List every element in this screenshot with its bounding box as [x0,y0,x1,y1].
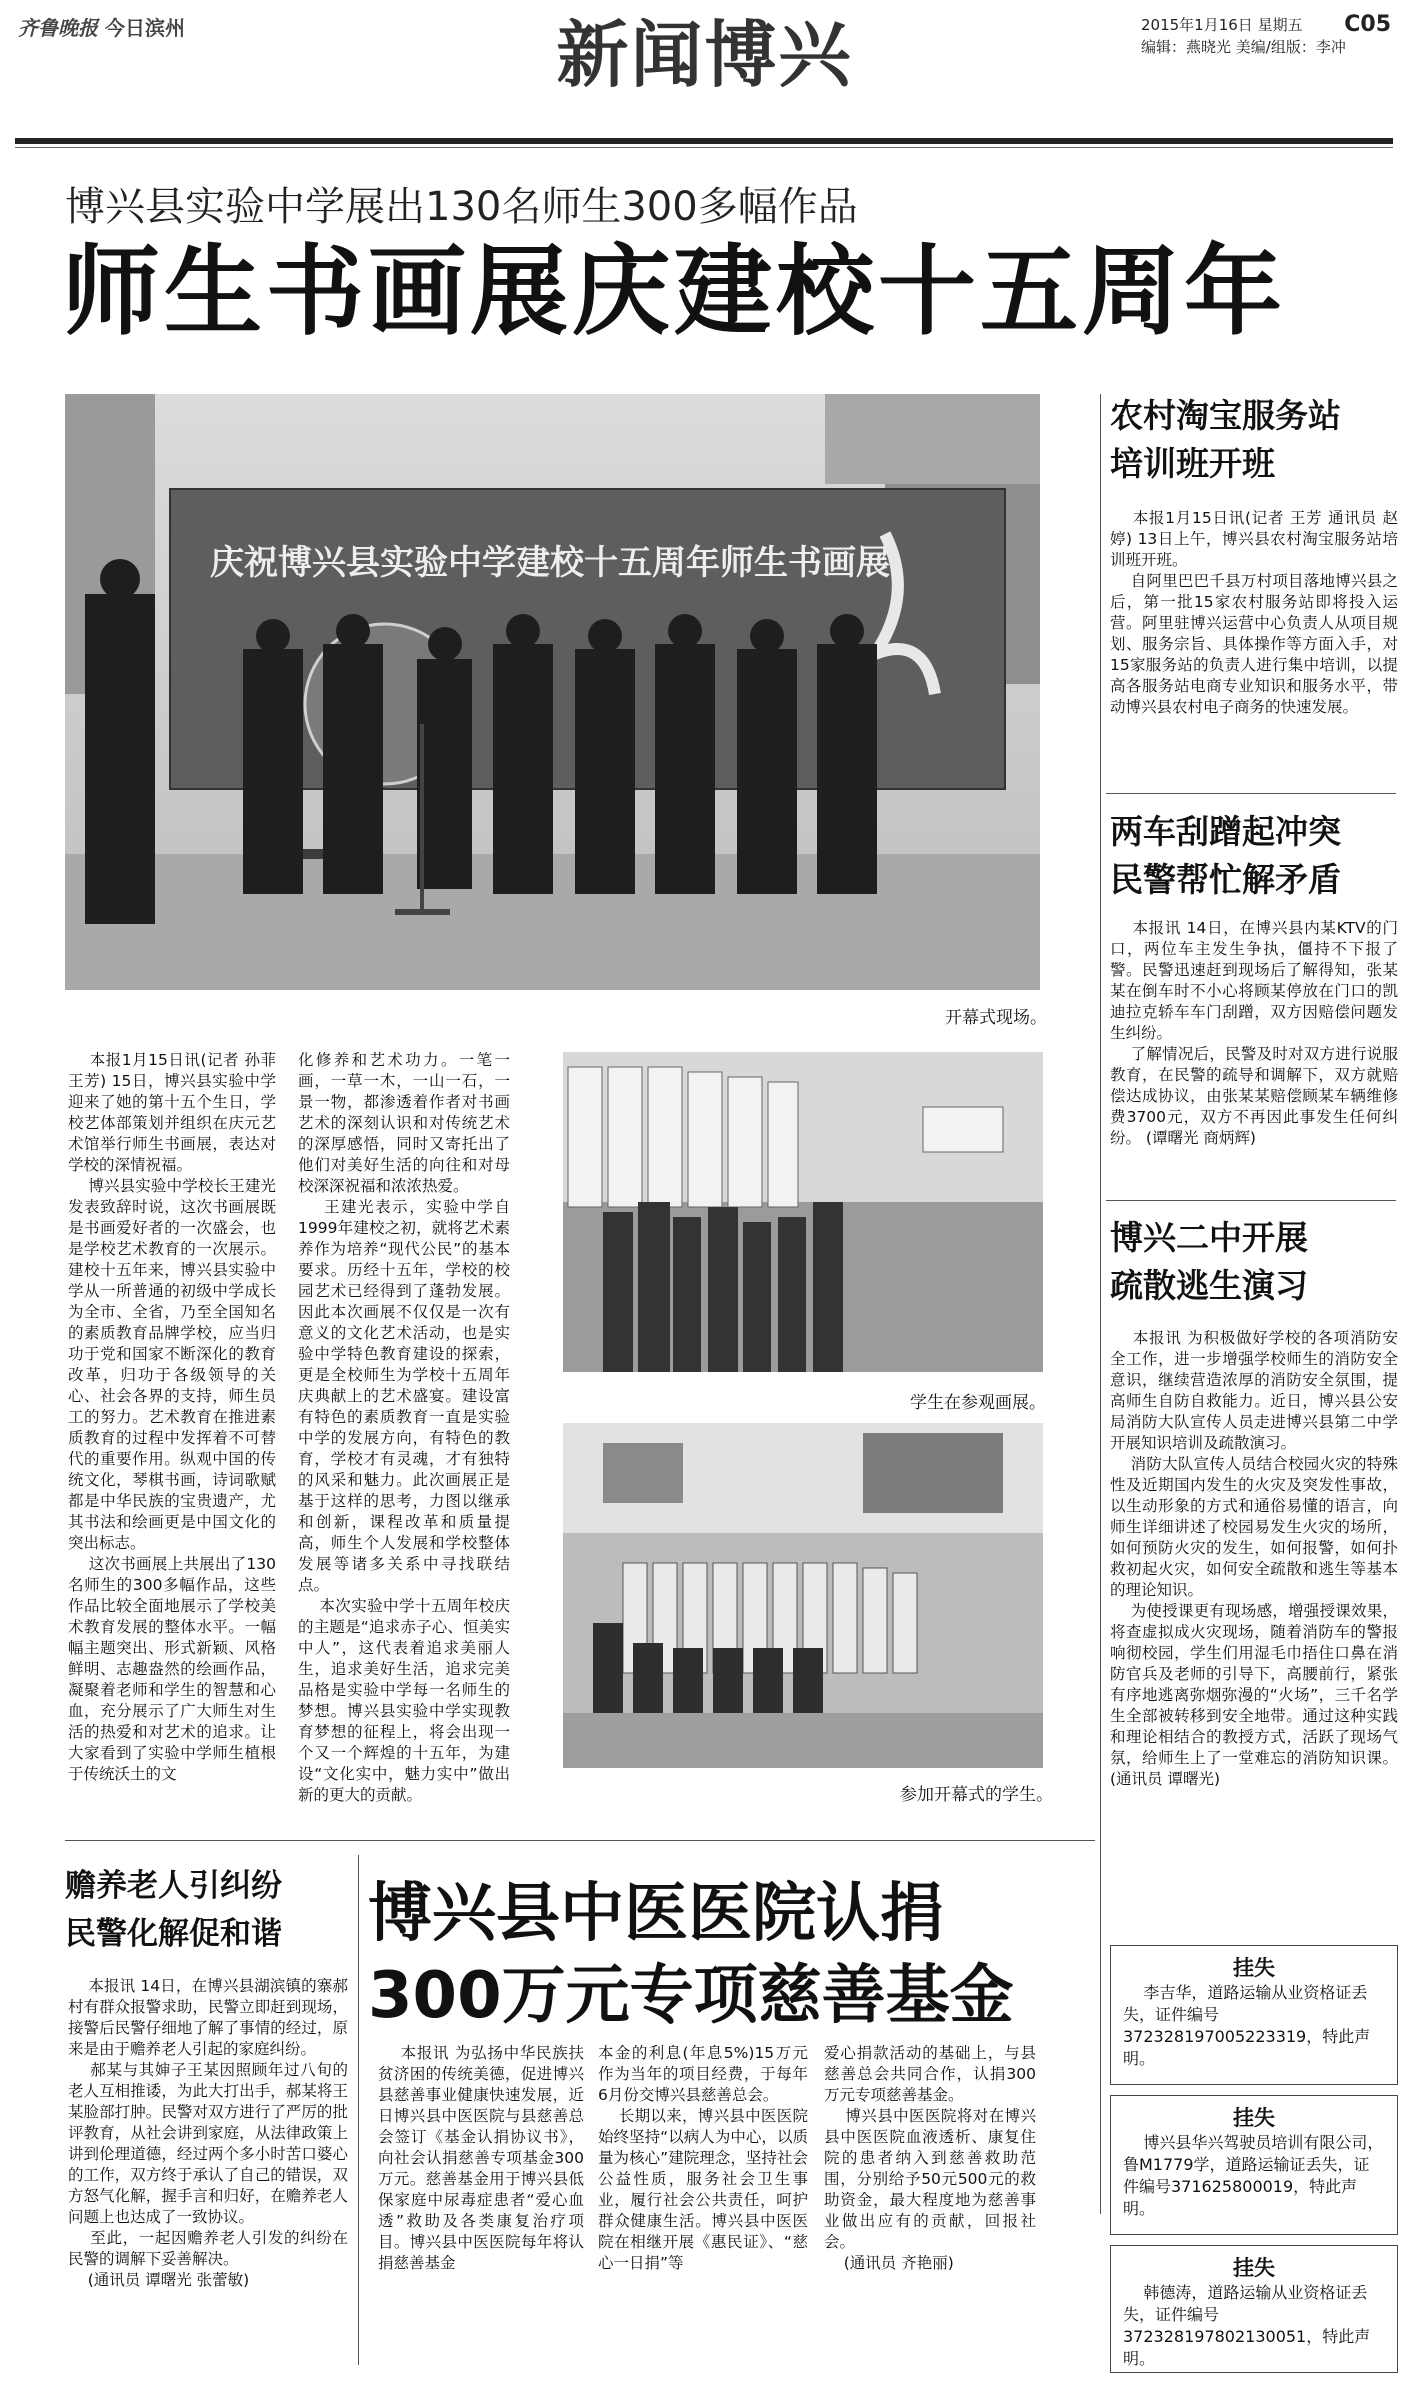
notice-box-3 [1110,2245,1398,2373]
sidebar-rule2 [1106,1200,1396,1201]
exhibition-visit-photo [563,1052,1043,1372]
students-ceremony-photo [563,1423,1043,1768]
bottom-main-col2: 本金的利息(年息5%)15万元作为当年的项目经费，于每年6月份交博兴县慈善总会。 长期以来，博兴县中医医院始终坚持“以病人为中心，以质量为核心”建院理念，坚持社会公益性质，服务社会卫生事业，履行社会公共责任，呵护群众健康生活。博兴县中医医院在相继开展《惠民证》、“慈心一日捐”等 [598,2044,808,2272]
sidebar-rule1 [1106,793,1396,794]
notice-body: 李吉华，道路运输从业资格证丢失，证件编号372328197005223319，特此声明。 [1123,1983,1371,2068]
photo3-caption: 参加开幕式的学生。 [900,1785,1053,1805]
bottom-left-title: 赡养老人引纠纷 民警化解促和谐 [65,1868,282,1952]
photo2-caption: 学生在参观画展。 [910,1393,1046,1413]
paper-edition: 今日滨州 [104,16,185,40]
lead-body-col2: 化修养和艺术功力。一笔一画，一草一木，一山一石，一景一物，都渗透着作者对书画艺术的深刻认识和对传统艺术的深厚感悟，同时又寄托出了他们对美好生活的向往和对母校深深祝福和浓浓热爱。 王建光表示，实验中学自1999年建校之初，就将艺术素养作为培养“现代公民”的基本要求。历经十五年，学校的校园艺术已经得到了蓬勃发展。因此本次画展不仅仅是一次有意义的文化艺术活动，也是实验中学特色教育建设的探索，更是全校师生为学校十五周年庆典献上的艺术盛宴。建设富有特色的素质教育一直是实验中学的发展方向，有特色的教育，学校才有灵魂，才有独特的风采和魅力。此次画展正是基于这样的思考，力图以继承和创新，课程改革和质量提高，师生个人发展和学校整体发展等诸多关系中寻找联结点。 本次实验中学十五周年校庆的主题是“追求赤子心、恒美实中人”，这代表着追求美丽人生，追求美好生活，追求完美品格是实验中学每一名师生的梦想。博兴县实验中学实现教育梦想的征程上，将会出现一个又一个辉煌的十五年，为建设“文化实中，魅力实中”做出新的更大的贡献。 [298,1051,510,1804]
page-number: C05 [1344,12,1391,37]
bottom-main-col3: 爱心捐款活动的基础上，与县慈善总会共同合作，认捐300万元专项慈善基金。 博兴县中医医院将对在博兴县中医医院血液透析、康复住院的患者纳入到慈善救助范围，分别给予50元500元的救助资金，最大程度地为慈善事业做出应有的贡献，回报社会。 (通讯员 齐艳丽) [824,2044,1036,2272]
ceremony-illustration [65,394,1040,990]
notice-box-2 [1110,2095,1398,2235]
notice-body: 博兴县华兴驾驶员培训有限公司，鲁M1779学，道路运输证丢失，证件编号371625800019，特此声明。 [1123,2133,1384,2218]
sidebar-story2-title: 两车刮蹭起冲突 民警帮忙解矛盾 [1110,812,1341,899]
notice-title: 挂失 [1233,1956,1275,1980]
issue-editors: 编辑：燕晓光 美编/组版：李冲 [1141,38,1346,56]
sidebar-divider [1100,394,1101,2214]
bottom-main-title: 博兴县中医医院认捐 300万元专项慈善基金 [368,1877,1014,2033]
lead-subhead: 博兴县实验中学展出130名师生300多幅作品 [65,184,858,230]
exhibition-illustration [563,1052,1043,1372]
bottom-left-body: 本报讯 14日，在博兴县湖滨镇的寨郝村有群众报警求助，民警立即赶到现场，接警后民警仔细地了解了事情的经过，原来是由于赡养老人引起的家庭纠纷。 郝某与其婶子王某因照顾年过八旬的老人互相推诿，为此大打出手，郝某将王某脸部打肿。民警对双方进行了严厉的批评教育，从社会讲到家庭，从法律政策上讲到伦理道德，经过两个多小时苦口婆心的工作，双方终于承认了自己的错误，双方怒气化解，握手言和归好，在赡养老人问题上也达成了一致协议。 至此，一起因赡养老人引发的纠纷在民警的调解下妥善解决。 (通讯员 谭曙光 张蕾敏) [68,1977,348,2289]
issue-date: 2015年1月16日 星期五 [1141,16,1303,34]
notice-title: 挂失 [1233,2106,1275,2130]
lead-body-col1: 本报1月15日讯(记者 孙菲 王芳) 15日，博兴县实验中学迎来了她的第十五个生日，学校艺体部策划并组织在庆元艺术馆举行师生书画展，表达对学校的深情祝福。 博兴县实验中学校长王建光发表致辞时说，这次书画展既是书画爱好者的一次盛会，也是学校艺术教育的一次展示。建校十五年来，博兴县实验中学从一所普通的初级中学成长为全市、全省，乃至全国知名的素质教育品牌学校，应当归功于党和国家不断深化的教育改革，归功于各级领导的关心、社会各界的支持，师生员工的努力。艺术教育在推进素质教育的过程中发挥着不可替代的重要作用。纵观中国的传统文化，琴棋书画，诗词歌赋都是中华民族的宝贵遗产，尤其书法和绘画更是中国文化的突出标志。 这次书画展上共展出了130名师生的300多幅作品，这些作品比较全面地展示了学校美术教育发展的整体水平。一幅幅主题突出、形式新颖、风格鲜明、志趣盎然的绘画作品，凝聚着老师和学生的智慧和心血，充分展示了广大师生对生活的热爱和对艺术的追求。让大家看到了实验中学师生植根于传统沃土的文 [68,1051,276,1783]
notice-body: 韩德涛，道路运输从业资格证丢失，证件编号372328197802130051，特此声明。 [1123,2283,1371,2368]
opening-ceremony-photo [65,394,1040,990]
masthead-rule-thin [15,147,1393,148]
notice-box-1 [1110,1945,1398,2085]
bottom-main-col1: 本报讯 为弘扬中华民族扶贫济困的传统美德，促进博兴县慈善事业健康快速发展，近日博兴县中医医院与县慈善总会签订《基金认捐协议书》，向社会认捐慈善专项基金300万元。慈善基金用于博兴县低保家庭中尿毒症患者“爱心血透”救助及各类康复治疗项目。博兴县中医医院每年将认捐慈善基金 [378,2044,584,2272]
notice-title: 挂失 [1233,2256,1275,2280]
photo1-caption: 开幕式现场。 [945,1008,1047,1028]
sidebar-story3-title: 博兴二中开展 疏散逃生演习 [1110,1218,1308,1305]
paper-name: 齐鲁晚报 [18,16,98,40]
masthead-rule [15,138,1393,144]
sidebar-story1-body: 本报1月15日讯(记者 王芳 通讯员 赵婷) 13日上午，博兴县农村淘宝服务站培训班开班。 自阿里巴巴千县万村项目落地博兴县之后，第一批15家农村服务站即将投入运营。阿里驻博兴运营中心负责人从项目规划、服务宗旨、具体操作等方面入手，对15家服务站的负责人进行集中培训，以提高各服务站电商专业知识和服务水平，带动博兴县农村电子商务的快速发展。 [1110,509,1398,716]
section-title: 新闻博兴 [556,12,853,97]
bottom-section-rule [65,1840,1095,1841]
sidebar-story1-title: 农村淘宝服务站 培训班开班 [1110,396,1341,483]
banner-text: 庆祝博兴县实验中学建校十五周年师生书画展 [210,543,890,583]
issue-meta [1141,14,1391,58]
lead-headline: 师生书画展庆建校十五周年 [62,235,1287,349]
bottom-divider [358,1855,359,2365]
sidebar-story2-body: 本报讯 14日，在博兴县内某KTV的门口，两位车主发生争执，僵持不下报了警。民警迅速赶到现场后了解得知，张某某在倒车时不小心将顾某停放在门口的凯迪拉克轿车车门刮蹭，双方因赔偿问题发生纠纷。 了解情况后，民警及时对双方进行说服教育，在民警的疏导和调解下，双方就赔偿达成协议，由张某某赔偿顾某车辆维修费3700元，双方不再因此事发生任何纠纷。 (谭曙光 商炳辉) [1110,919,1398,1147]
sidebar-story3-body: 本报讯 为积极做好学校的各项消防安全工作，进一步增强学校师生的消防安全意识，继续营造浓厚的消防安全氛围，提高师生自防自救能力。近日，博兴县公安局消防大队宣传人员走进博兴县第二中学开展知识培训及疏散演习。 消防大队宣传人员结合校园火灾的特殊性及近期国内发生的火灾及突发性事故，以生动形象的方式和通俗易懂的语言，向师生详细讲述了校园易发生火灾的场所，如何预防火灾的发生，如何报警，如何扑救初起火灾，如何安全疏散和逃生等基本的理论知识。 为使授课更有现场感，增强授课效果，将查虚拟成火灾现场，随着消防车的警报响彻校园，学生们用湿毛巾捂住口鼻在消防官兵及老师的引导下，高腰前行，紧张有序地逃离弥烟弥漫的“火场”，三千名学生全部被转移到安全地带。通过这种实践和理论相结合的教授方式，活跃了现场气氛，给师生上了一堂难忘的消防知识课。 (通讯员 谭曙光) [1110,1329,1398,1788]
students-illustration [563,1423,1043,1768]
